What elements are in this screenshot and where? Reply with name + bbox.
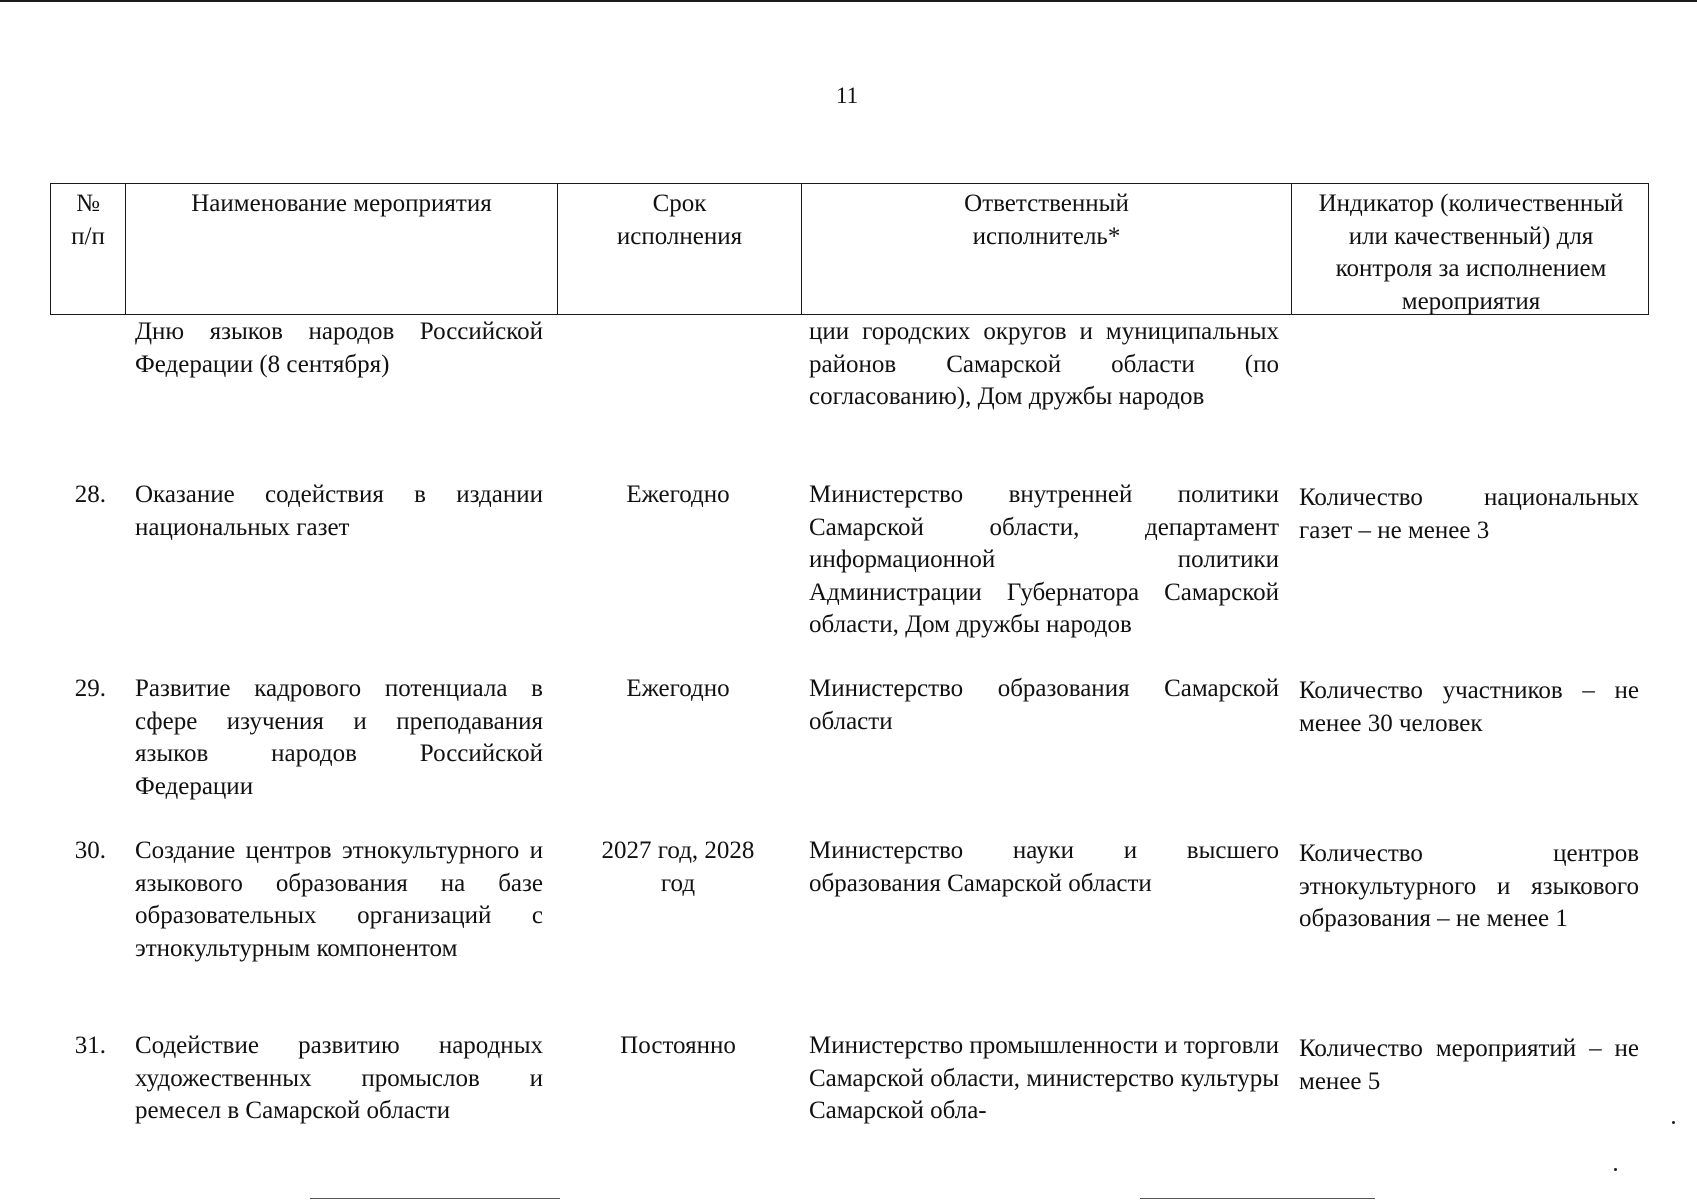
row-30-num: 30. xyxy=(74,837,106,864)
top-rule xyxy=(0,0,1697,2)
row-28-term: Ежегодно xyxy=(626,481,730,508)
row-29-indicator: Количество участников – не менее 30 человек xyxy=(1299,677,1639,737)
row-28-num: 28. xyxy=(74,481,106,508)
header-num: № п/п xyxy=(71,190,105,250)
continuation-name: Дню языков народов Российской Федерации (8 сентября) xyxy=(135,318,543,378)
row-30-responsible: Министерство науки и высшего образования Самарской области xyxy=(809,837,1279,897)
header-indicator: Индикатор (количественный или качественный) для контроля за исполнением мероприятия xyxy=(1291,184,1650,314)
page-number: 11 xyxy=(836,83,859,108)
row-31-num: 31. xyxy=(74,1032,106,1059)
scan-artifact-dot xyxy=(1614,1168,1617,1171)
row-28-name: Оказание содействия в издании национальных газет xyxy=(135,481,543,541)
row-31-name: Содействие развитию народных художественных промыслов и ремесел в Самарской области xyxy=(135,1032,543,1124)
row-29-responsible: Министерство образования Самарской области xyxy=(809,675,1279,735)
scan-artifact-dot xyxy=(1672,1121,1675,1124)
row-30-indicator: Количество центров этнокультурного и языкового образования – не менее 1 xyxy=(1299,840,1639,932)
header-name: Наименование мероприятия xyxy=(125,184,557,314)
header-term: Срок исполнения xyxy=(557,184,801,314)
row-29-num: 29. xyxy=(74,675,106,702)
row-29-term: Ежегодно xyxy=(626,675,730,702)
continuation-responsible: ции городских округов и муниципальных районов Самарской области (по согласованию), Дом дружбы народов xyxy=(809,318,1279,410)
scan-artifact-line xyxy=(310,1198,560,1199)
row-31-term: Постоянно xyxy=(620,1032,736,1059)
table-header xyxy=(50,183,1649,315)
row-30-term: 2027 год, 2028 год xyxy=(601,837,755,897)
header-responsible: Ответственный исполнитель* xyxy=(801,184,1291,314)
row-31-responsible: Министерство промышленности и торговли Самарской области, министерство культуры Самарской обла- xyxy=(809,1032,1279,1124)
row-28-indicator: Количество национальных газет – не менее 3 xyxy=(1299,484,1639,544)
row-28-responsible: Министерство внутренней политики Самарской области, департамент информационной политики Администрации Губернатора Самарской области, Дом дружбы народов xyxy=(809,481,1279,638)
row-29-name: Развитие кадрового потенциала в сфере изучения и преподавания языков народов Российской Федерации xyxy=(135,675,543,800)
row-30-name: Создание центров этнокультурного и языкового образования на базе образовательных организаций с этнокультурным компонентом xyxy=(135,837,543,962)
row-31-indicator: Количество мероприятий – не менее 5 xyxy=(1299,1035,1639,1095)
scan-artifact-line xyxy=(1140,1198,1375,1199)
